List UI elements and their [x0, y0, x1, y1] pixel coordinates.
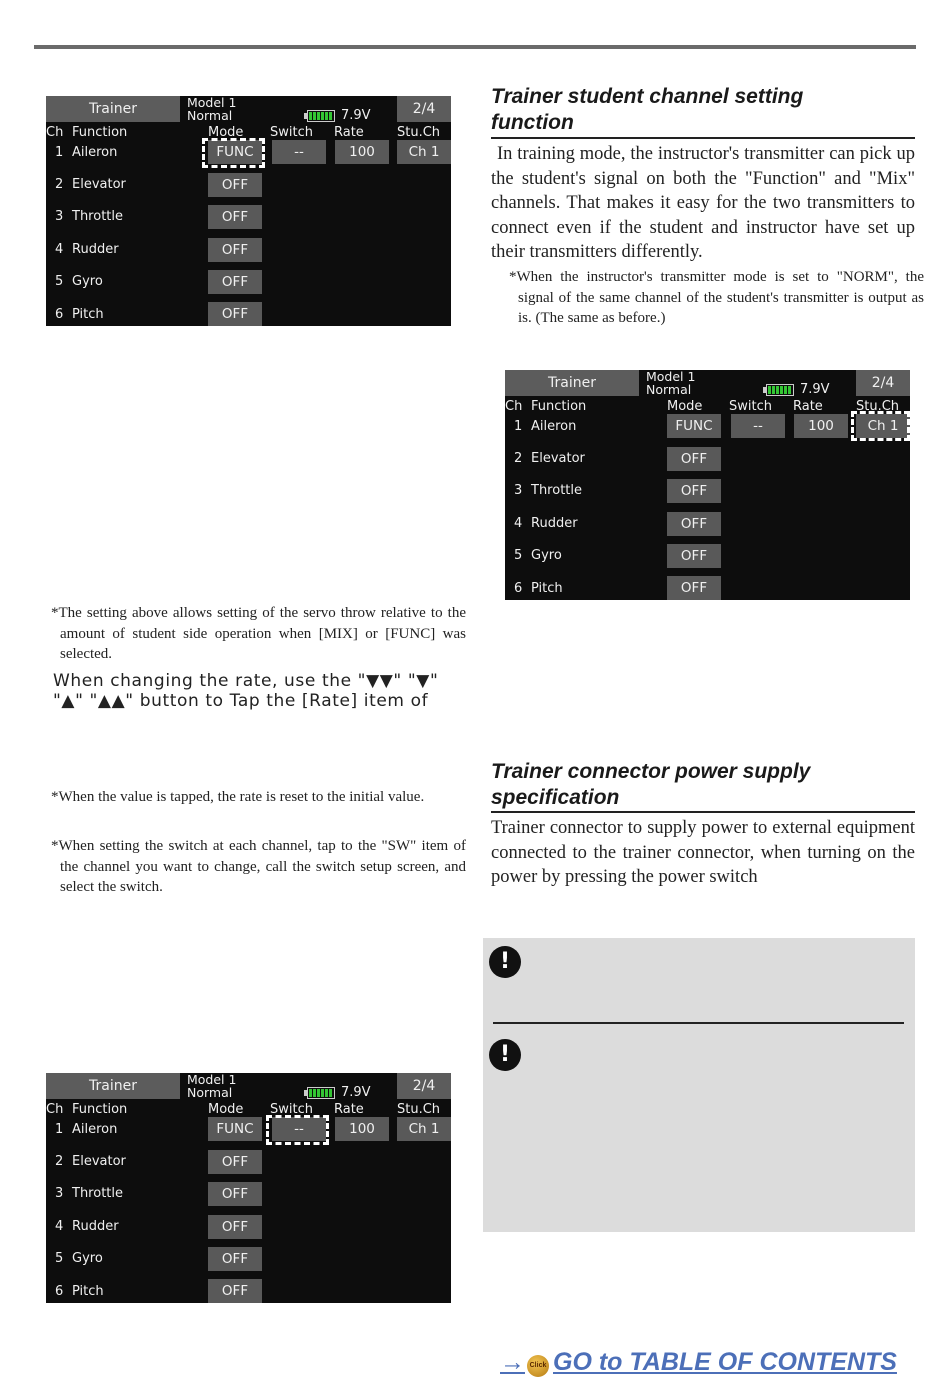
row-num: 2	[514, 451, 523, 466]
page-indicator[interactable]: 2/4	[397, 96, 451, 122]
row-function: Pitch	[72, 307, 104, 322]
header-stu-ch: Stu.Ch	[397, 125, 441, 140]
row-num: 4	[514, 516, 523, 531]
row-function: Elevator	[72, 1154, 126, 1169]
header-ch: Ch	[46, 1102, 64, 1117]
mode-button[interactable]: OFF	[208, 173, 262, 197]
switch-button[interactable]: --	[272, 1117, 326, 1141]
row-function: Rudder	[531, 516, 578, 531]
screen-title[interactable]: Trainer	[505, 370, 639, 396]
highlight-mode	[202, 138, 265, 168]
mode-button[interactable]: OFF	[208, 1247, 262, 1271]
mode-button[interactable]: OFF	[667, 479, 721, 503]
row-function: Throttle	[72, 209, 123, 224]
row-function: Aileron	[72, 1122, 118, 1137]
note-tap-reset: *When the value is tapped, the rate is reset to the initial value.	[51, 789, 425, 805]
mode-button[interactable]: FUNC	[208, 1117, 262, 1141]
battery-icon	[307, 110, 335, 122]
header-switch: Switch	[270, 125, 313, 140]
row-num: 5	[55, 1251, 64, 1266]
row-num: 3	[55, 1186, 64, 1201]
battery-icon	[766, 384, 794, 396]
highlight-switch	[266, 1115, 329, 1145]
header-rate: Rate	[334, 125, 364, 140]
row-num: 1	[514, 419, 523, 434]
header-function: Function	[72, 125, 128, 140]
row-num: 5	[55, 274, 64, 289]
exclamation-icon: !	[489, 946, 521, 978]
row-function: Aileron	[531, 419, 577, 434]
mode-button[interactable]: OFF	[208, 238, 262, 262]
model-name: Model 1 Normal	[646, 370, 696, 397]
exclamation-icon: !	[489, 1039, 521, 1071]
trainer-screen-mode	[46, 96, 451, 326]
header-rate: Rate	[793, 399, 823, 414]
row-function: Elevator	[72, 177, 126, 192]
mode-button[interactable]: OFF	[208, 302, 262, 326]
row-function: Throttle	[72, 1186, 123, 1201]
model-name: Model 1 Normal	[187, 1073, 237, 1100]
row-num: 4	[55, 1219, 64, 1234]
rate-button[interactable]: 100	[794, 414, 848, 438]
mode-button[interactable]: OFF	[208, 1215, 262, 1239]
row-function: Gyro	[531, 548, 562, 563]
mode-button[interactable]: OFF	[208, 1182, 262, 1206]
rate-instruction-line1: When changing the rate, use the "▼▼" "▼"	[53, 671, 439, 691]
stu-ch-button[interactable]: Ch 1	[397, 140, 451, 164]
mode-button[interactable]: OFF	[208, 1279, 262, 1303]
header-function: Function	[531, 399, 587, 414]
toc-link-text[interactable]: GO to TABLE OF CONTENTS	[553, 1348, 897, 1376]
click-icon: Click	[527, 1355, 549, 1377]
row-function: Throttle	[531, 483, 582, 498]
page-indicator[interactable]: 2/4	[397, 1073, 451, 1099]
paragraph-student-channel: In training mode, the instructor's transmitter can pick up the student's signal on both the "Function" and "Mix" channels. That makes it easy for the two transmitters to connect even if the student and instructor have set up their transmitters differently.	[491, 144, 915, 262]
screen-title[interactable]: Trainer	[46, 96, 180, 122]
toc-link[interactable]	[500, 1348, 897, 1377]
note-rate: *The setting above allows setting of the servo throw relative to the amount of student side operation when [MIX] or [FUNC] was selected.	[51, 605, 466, 662]
header-mode: Mode	[208, 125, 244, 140]
row-num: 4	[55, 242, 64, 257]
mode-button[interactable]: OFF	[208, 1150, 262, 1174]
row-function: Aileron	[72, 145, 118, 160]
row-num: 6	[514, 581, 523, 596]
paragraph-power-supply: Trainer connector to supply power to external equipment connected to the trainer connector, when turning on the power by pressing the power switch	[491, 818, 915, 887]
row-num: 6	[55, 307, 64, 322]
trainer-screen-switch	[46, 1073, 451, 1303]
row-function: Pitch	[72, 1284, 104, 1299]
mode-button[interactable]: OFF	[208, 205, 262, 229]
header-mode: Mode	[208, 1102, 244, 1117]
warning-box	[483, 938, 915, 1232]
header-switch: Switch	[729, 399, 772, 414]
header-function: Function	[72, 1102, 128, 1117]
mode-button[interactable]: OFF	[667, 544, 721, 568]
battery-icon	[307, 1087, 335, 1099]
screen-title[interactable]: Trainer	[46, 1073, 180, 1099]
row-num: 3	[514, 483, 523, 498]
page-indicator[interactable]: 2/4	[856, 370, 910, 396]
note-switch: *When setting the switch at each channel, tap to the "SW" item of the channel you want to change, call the switch setup screen, and select the switch.	[51, 838, 466, 895]
heading-rule	[491, 137, 915, 139]
mode-button[interactable]: OFF	[667, 576, 721, 600]
heading-power-supply: Trainer connector power supply specification	[491, 760, 811, 809]
row-num: 2	[55, 177, 64, 192]
switch-button[interactable]: --	[731, 414, 785, 438]
rate-button[interactable]: 100	[335, 140, 389, 164]
voltage: 7.9V	[341, 108, 371, 123]
note-norm-mode: *When the instructor's transmitter mode is set to "NORM", the signal of the same channel of the student's transmitter is output as is. (The same as before.)	[509, 269, 924, 326]
header-rate: Rate	[334, 1102, 364, 1117]
switch-button[interactable]: --	[272, 140, 326, 164]
row-function: Rudder	[72, 1219, 119, 1234]
model-name: Model 1 Normal	[187, 96, 237, 123]
mode-button[interactable]: FUNC	[667, 414, 721, 438]
row-function: Rudder	[72, 242, 119, 257]
voltage: 7.9V	[341, 1085, 371, 1100]
row-function: Elevator	[531, 451, 585, 466]
mode-button[interactable]: FUNC	[208, 140, 262, 164]
trainer-screen-stu-ch	[505, 370, 910, 600]
top-rule	[34, 45, 916, 49]
row-num: 3	[55, 209, 64, 224]
header-ch: Ch	[46, 125, 64, 140]
header-ch: Ch	[505, 399, 523, 414]
mode-button[interactable]: OFF	[667, 447, 721, 471]
row-function: Gyro	[72, 1251, 103, 1266]
row-num: 2	[55, 1154, 64, 1169]
rate-instruction-line2: "▲" "▲▲" button to Tap the [Rate] item of	[53, 691, 429, 711]
rate-button[interactable]: 100	[335, 1117, 389, 1141]
header-switch: Switch	[270, 1102, 313, 1117]
voltage: 7.9V	[800, 382, 830, 397]
row-num: 1	[55, 145, 64, 160]
header-stu-ch: Stu.Ch	[397, 1102, 441, 1117]
warning-divider	[493, 1022, 904, 1024]
heading-rule	[491, 811, 915, 813]
mode-button[interactable]: OFF	[667, 512, 721, 536]
header-stu-ch: Stu.Ch	[856, 399, 900, 414]
highlight-stu-ch	[851, 411, 910, 441]
heading-student-channel: Trainer student channel setting function	[491, 85, 804, 134]
row-num: 1	[55, 1122, 64, 1137]
stu-ch-button[interactable]: Ch 1	[397, 1117, 451, 1141]
mode-button[interactable]: OFF	[208, 270, 262, 294]
header-mode: Mode	[667, 399, 703, 414]
row-num: 5	[514, 548, 523, 563]
row-function: Pitch	[531, 581, 563, 596]
stu-ch-button[interactable]: Ch 1	[856, 414, 910, 438]
row-num: 6	[55, 1284, 64, 1299]
row-function: Gyro	[72, 274, 103, 289]
arrow-icon: →	[500, 1348, 525, 1376]
